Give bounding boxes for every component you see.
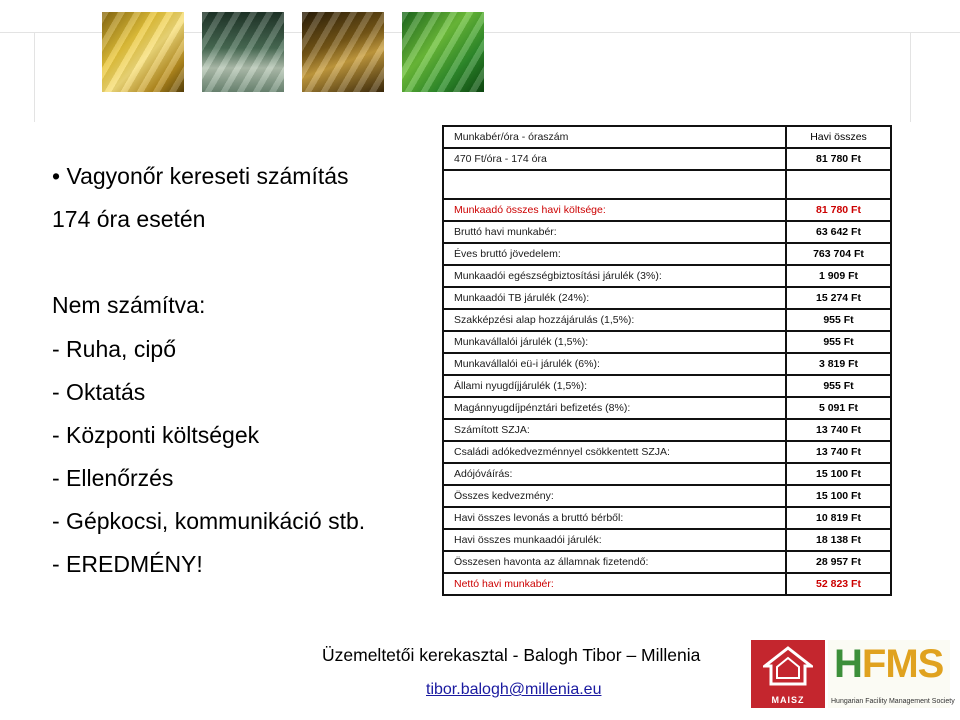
not-counted-heading: Nem számítva:: [52, 292, 206, 318]
row-label: Havi összes munkaadói járulék:: [443, 529, 786, 551]
row-value: 955 Ft: [786, 309, 891, 331]
slide-subtitle: 174 óra esetén: [52, 206, 206, 232]
spacer-cell: [786, 170, 891, 199]
not-counted-item: - Ruha, cipő: [52, 336, 177, 362]
table-row: [443, 507, 891, 529]
table-row: [443, 287, 891, 309]
row-value: 3 819 Ft: [786, 353, 891, 375]
row-value: 763 704 Ft: [786, 243, 891, 265]
table-row: [443, 309, 891, 331]
row-label: Havi összes levonás a bruttó bérből:: [443, 507, 786, 529]
not-counted-item: - Központi költségek: [52, 422, 260, 448]
hfms-logo-letters: HFMS: [834, 642, 944, 686]
not-counted-item: - Oktatás: [52, 379, 146, 405]
row-value: 13 740 Ft: [786, 441, 891, 463]
row-label: Összes kedvezmény:: [443, 485, 786, 507]
row-label: Szakképzési alap hozzájárulás (1,5%):: [443, 309, 786, 331]
row-value: 5 091 Ft: [786, 397, 891, 419]
row-value: 13 740 Ft: [786, 419, 891, 441]
hfms-logo: [828, 640, 955, 708]
header-photo-4: [402, 12, 484, 92]
row-label: Munkaadó összes havi költsége:: [443, 199, 786, 221]
header-label: Munkabér/óra - óraszám: [443, 126, 786, 148]
row-label: Magánnyugdíjpénztári befizetés (8%):: [443, 397, 786, 419]
email-link[interactable]: tibor.balogh@millenia.eu: [426, 681, 602, 698]
not-counted-item: - EREDMÉNY!: [52, 551, 203, 577]
table-row: [443, 551, 891, 573]
row-value: 955 Ft: [786, 331, 891, 353]
row-label: Családi adókedvezménnyel csökkentett SZJA:: [443, 441, 786, 463]
row-label: Bruttó havi munkabér:: [443, 221, 786, 243]
table-header-row: [443, 126, 891, 148]
row-label: Adójóváírás:: [443, 463, 786, 485]
not-counted-item: - Ellenőrzés: [52, 465, 174, 491]
row-value: 1 909 Ft: [786, 265, 891, 287]
row-value: 81 780 Ft: [786, 199, 891, 221]
row-value: 52 823 Ft: [786, 573, 891, 595]
row-value: 955 Ft: [786, 375, 891, 397]
row-label: Munkavállalói eü-i járulék (6%):: [443, 353, 786, 375]
frame-line-left: [34, 32, 35, 122]
table-row: [443, 353, 891, 375]
row-label: Munkaadói egészségbiztosítási járulék (3%):: [443, 265, 786, 287]
header-photo-1: [102, 12, 184, 92]
footer-text: Üzemeltetői kerekasztal - Balogh Tibor – Millenia: [322, 645, 701, 665]
spacer-cell: [443, 170, 786, 199]
table-row: [443, 419, 891, 441]
house-icon: [763, 646, 813, 686]
row-label: Munkavállalói járulék (1,5%):: [443, 331, 786, 353]
slide-title: • Vagyonőr kereseti számítás: [52, 163, 349, 190]
rate-value: 81 780 Ft: [786, 148, 891, 170]
row-label: Összesen havonta az államnak fizetendő:: [443, 551, 786, 573]
row-value: 18 138 Ft: [786, 529, 891, 551]
row-value: 15 100 Ft: [786, 463, 891, 485]
row-label: Állami nyugdíjjárulék (1,5%):: [443, 375, 786, 397]
table-row: [443, 199, 891, 221]
table-row: [443, 485, 891, 507]
spacer-row: [443, 170, 891, 199]
table-row: [443, 463, 891, 485]
frame-line-right: [910, 32, 911, 122]
row-value: 10 819 Ft: [786, 507, 891, 529]
row-label: Munkaadói TB járulék (24%):: [443, 287, 786, 309]
table-row: [443, 397, 891, 419]
maisz-logo-text: MAISZ: [771, 695, 805, 705]
row-value: 15 274 Ft: [786, 287, 891, 309]
rate-row: [443, 148, 891, 170]
table-row: [443, 529, 891, 551]
header-photo-3: [302, 12, 384, 92]
rate-label: 470 Ft/óra - 174 óra: [443, 148, 786, 170]
row-value: 28 957 Ft: [786, 551, 891, 573]
not-counted-item: - Gépkocsi, kommunikáció stb.: [52, 508, 366, 534]
row-value: 15 100 Ft: [786, 485, 891, 507]
table-row: [443, 573, 891, 595]
table-row: [443, 221, 891, 243]
salary-calculation-table: [442, 125, 892, 596]
table-row: [443, 375, 891, 397]
header-photo-2: [202, 12, 284, 92]
row-value: 63 642 Ft: [786, 221, 891, 243]
row-label: Számított SZJA:: [443, 419, 786, 441]
header-value: Havi összes: [786, 126, 891, 148]
hfms-logo-caption: Hungarian Facility Management Society: [831, 698, 955, 705]
table-row: [443, 331, 891, 353]
row-label: Éves bruttó jövedelem:: [443, 243, 786, 265]
row-label: Nettó havi munkabér:: [443, 573, 786, 595]
maisz-logo: [751, 640, 825, 708]
table-row: [443, 265, 891, 287]
table-row: [443, 441, 891, 463]
table-row: [443, 243, 891, 265]
